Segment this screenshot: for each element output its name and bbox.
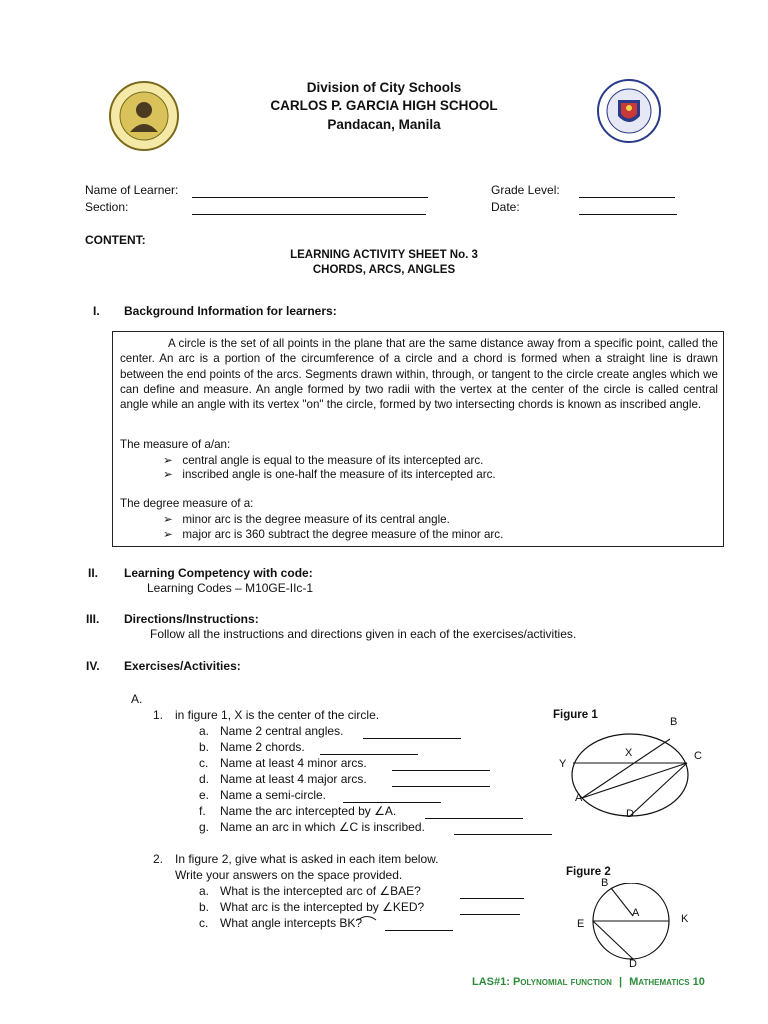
fig1-label-b: B bbox=[670, 716, 678, 728]
figure-2-title: Figure 2 bbox=[566, 866, 611, 878]
part-a-label: A. bbox=[131, 692, 143, 706]
fig1-label-a: A bbox=[575, 792, 583, 804]
q1-item-letter: b. bbox=[199, 740, 210, 754]
q1-item bbox=[199, 740, 209, 754]
section-3-number: III. bbox=[86, 612, 100, 626]
background-paragraph bbox=[120, 336, 718, 412]
division-title: Division of City Schools bbox=[306, 80, 462, 95]
q1-item-letter: g. bbox=[199, 820, 210, 834]
q2-item bbox=[199, 916, 208, 930]
question-1-text: in figure 1, X is the center of the circle. bbox=[175, 708, 380, 722]
answer-blank-q1g[interactable] bbox=[454, 834, 552, 835]
footer-subject: Mathematics 10 bbox=[629, 976, 705, 988]
directions-text: Follow all the instructions and directions given in each of the exercises/activities. bbox=[150, 627, 577, 641]
measure-heading: The measure of a/an: bbox=[120, 438, 231, 451]
q1-item-text: Name 2 chords. bbox=[220, 740, 305, 754]
q2-item-text: What is the intercepted arc of ∠BAE? bbox=[220, 884, 421, 898]
name-label: Name of Learner: bbox=[85, 183, 179, 197]
section-4-number: IV. bbox=[86, 659, 100, 673]
answer-blank-q2a[interactable] bbox=[460, 898, 524, 899]
answer-blank-q2b[interactable] bbox=[460, 914, 520, 915]
arc-symbol-icon bbox=[357, 910, 377, 924]
fig1-label-c: C bbox=[694, 750, 702, 762]
name-field[interactable] bbox=[192, 197, 428, 198]
degree-heading: The degree measure of a: bbox=[120, 497, 254, 510]
q2-item-text: What angle intercepts BK? bbox=[220, 916, 363, 930]
q1-item bbox=[199, 820, 209, 834]
arrow-bullet-icon: ➢ bbox=[163, 454, 173, 467]
section-3-title: Directions/Instructions: bbox=[124, 612, 259, 626]
fig1-label-y: Y bbox=[559, 758, 567, 770]
question-1-number: 1. bbox=[153, 708, 164, 722]
fig2-label-a: A bbox=[632, 907, 640, 919]
arrow-bullet-icon: ➢ bbox=[163, 513, 173, 526]
content-label: CONTENT: bbox=[85, 233, 146, 247]
question-2-number: 2. bbox=[153, 852, 164, 866]
section-2-title: Learning Competency with code: bbox=[124, 566, 313, 580]
answer-blank-q1d[interactable] bbox=[392, 786, 490, 787]
grade-label: Grade Level: bbox=[491, 183, 560, 197]
page-footer bbox=[472, 976, 705, 988]
measure-item bbox=[163, 467, 496, 481]
school-name: CARLOS P. GARCIA HIGH SCHOOL bbox=[270, 98, 498, 113]
fig2-label-k: K bbox=[681, 913, 689, 925]
section-label: Section: bbox=[85, 200, 129, 214]
grade-field[interactable] bbox=[579, 197, 675, 198]
q1-item-text: Name at least 4 minor arcs. bbox=[220, 756, 367, 770]
fig2-label-e: E bbox=[577, 918, 585, 930]
q1-item-letter: f. bbox=[199, 804, 206, 818]
q1-item-letter: c. bbox=[199, 756, 209, 770]
q1-item-letter: e. bbox=[199, 788, 210, 802]
degree-item-text: major arc is 360 subtract the degree measure of the minor arc. bbox=[182, 528, 504, 541]
arrow-bullet-icon: ➢ bbox=[163, 528, 173, 541]
q1-item-text: Name the arc intercepted by ∠A. bbox=[220, 804, 397, 818]
measure-item bbox=[163, 453, 483, 467]
answer-blank-q1c[interactable] bbox=[392, 770, 490, 771]
background-text: A circle is the set of all points in the plane that are the same distance away from a specific point, called the center. An arc is a portion of the circumference of a circle and a chord is formed when a straight line is drawn between the end points of the arcs. Segments drawn within, through, or tangent to the circle create angles which we can define and measure. An angle formed by two radii with the vertex at the center of the circle is called central angle while an angle with its vertex "on" the circle, formed by two intersecting chords is known as inscribed angle. bbox=[120, 337, 718, 412]
date-field[interactable] bbox=[579, 214, 677, 215]
footer-separator: | bbox=[619, 976, 623, 988]
q1-item-letter: a. bbox=[199, 724, 210, 738]
q2-item-letter: a. bbox=[199, 884, 210, 898]
school-location: Pandacan, Manila bbox=[327, 117, 441, 132]
arrow-bullet-icon: ➢ bbox=[163, 468, 173, 481]
figure-2-diagram bbox=[585, 883, 685, 963]
q1-item bbox=[199, 788, 209, 802]
footer-module: LAS#1: Polynomial function bbox=[472, 976, 612, 988]
sheet-title: LEARNING ACTIVITY SHEET No. 3 bbox=[290, 249, 478, 261]
q1-item-text: Name at least 4 major arcs. bbox=[220, 772, 367, 786]
section-field[interactable] bbox=[192, 214, 426, 215]
answer-blank-q1a[interactable] bbox=[363, 738, 461, 739]
question-2-text-2: Write your answers on the space provided. bbox=[175, 868, 403, 882]
answer-blank-q1e[interactable] bbox=[343, 802, 441, 803]
answer-blank-q1f[interactable] bbox=[425, 818, 523, 819]
date-label: Date: bbox=[491, 200, 520, 214]
q1-item bbox=[199, 724, 209, 738]
fig2-label-b: B bbox=[601, 877, 609, 889]
degree-item bbox=[163, 512, 450, 526]
sheet-subtitle: CHORDS, ARCS, ANGLES bbox=[312, 264, 456, 276]
q1-item-text: Name an arc in which ∠C is inscribed. bbox=[220, 820, 425, 834]
q1-item bbox=[199, 756, 208, 770]
figure-1-title: Figure 1 bbox=[553, 709, 598, 721]
fig1-label-x: X bbox=[625, 747, 633, 759]
figure-1-diagram bbox=[560, 720, 710, 820]
fig1-label-d: D bbox=[626, 808, 634, 820]
q1-item-text: Name a semi-circle. bbox=[220, 788, 327, 802]
learning-codes: Learning Codes – M10GE-IIc-1 bbox=[147, 581, 314, 595]
question-2-text: In figure 2, give what is asked in each item below. bbox=[175, 852, 439, 866]
q2-item-letter: c. bbox=[199, 916, 209, 930]
section-2-number: II. bbox=[88, 566, 99, 580]
q2-item bbox=[199, 884, 209, 898]
q1-item bbox=[199, 804, 206, 818]
q2-item bbox=[199, 900, 209, 914]
section-4-title: Exercises/Activities: bbox=[124, 659, 241, 673]
answer-blank-q2c[interactable] bbox=[385, 930, 453, 931]
fig2-label-d: D bbox=[629, 958, 637, 970]
section-1-number: I. bbox=[93, 304, 100, 318]
q2-item-text: What arc is the intercepted by ∠KED? bbox=[220, 900, 425, 914]
q1-item-letter: d. bbox=[199, 772, 210, 786]
measure-item-text: central angle is equal to the measure of its intercepted arc. bbox=[182, 454, 484, 467]
q1-item bbox=[199, 772, 209, 786]
q2-item-letter: b. bbox=[199, 900, 210, 914]
degree-item-text: minor arc is the degree measure of its central angle. bbox=[182, 513, 450, 526]
measure-item-text: inscribed angle is one-half the measure of its intercepted arc. bbox=[182, 468, 496, 481]
degree-item bbox=[163, 527, 503, 541]
section-1-title: Background Information for learners: bbox=[124, 304, 337, 318]
q1-item-text: Name 2 central angles. bbox=[220, 724, 344, 738]
answer-blank-q1b[interactable] bbox=[320, 754, 418, 755]
